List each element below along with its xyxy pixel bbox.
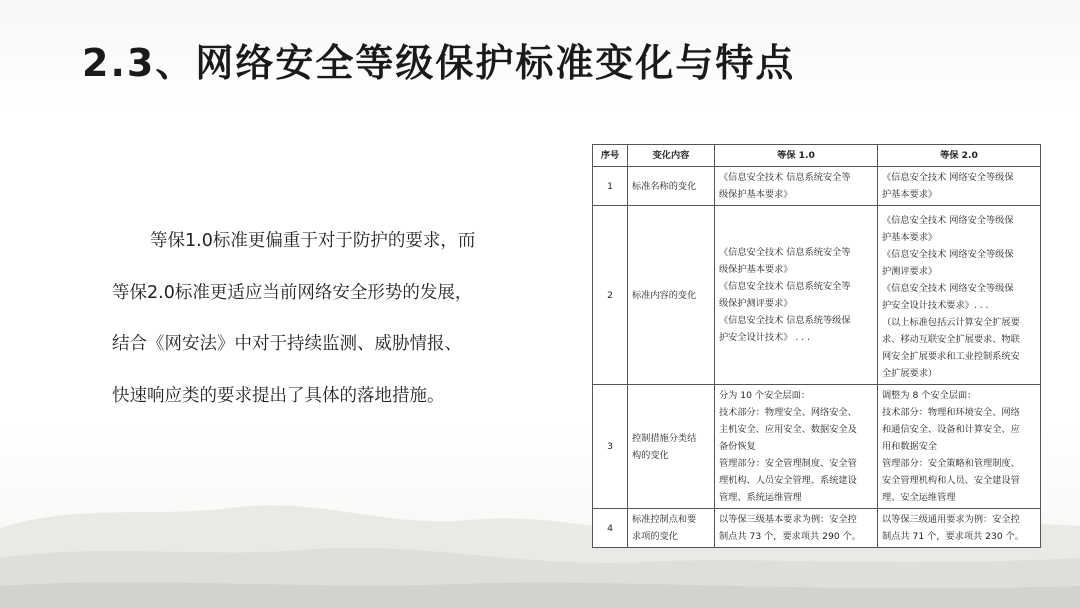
row-number: 2 — [593, 206, 628, 385]
paragraph-line: 等保2.0标准更适应当前网络安全形势的发展， — [112, 282, 473, 303]
cell-line: 《信息安全技术 信息系统安全等 — [719, 247, 851, 258]
cell-line: 理、安全运维管理 — [882, 492, 956, 503]
cell-line: 备份恢复 — [719, 441, 756, 452]
cell-line: 技术部分：物理安全、网络安全、 — [719, 407, 857, 418]
cell-line: 求、移动互联安全扩展要求、物联 — [882, 334, 1020, 345]
cell-line: 《信息安全技术 网络安全等级保 — [882, 249, 1014, 260]
table-row — [593, 167, 1041, 206]
cell-line: 护测评要求》 — [882, 266, 938, 277]
cell-line: 级保护基本要求》 — [719, 189, 793, 200]
table-row — [593, 385, 1041, 509]
cell-line: 和通信安全、设备和计算安全、应 — [882, 424, 1020, 435]
cell-line: 护基本要求》 — [882, 189, 938, 200]
cell-line: 分为 10 个安全层面： — [719, 390, 811, 401]
cell-line: 以等保三级基本要求为例：安全控 — [719, 514, 857, 525]
cell-line: 调整为 8 个安全层面： — [882, 390, 977, 401]
cell-line: 《信息安全技术 网络安全等级保 — [882, 215, 1014, 226]
row-change — [628, 206, 715, 385]
row-v2 — [878, 206, 1041, 385]
cell-line: 《信息安全技术 信息系统等级保 — [719, 315, 851, 326]
cell-line: 级保护基本要求》 — [719, 264, 793, 275]
summary-paragraph — [112, 216, 552, 422]
cell-line: 管理部分：安全策略和管理制度、 — [882, 458, 1020, 469]
comparison-table — [592, 144, 1041, 548]
table-header-row — [593, 145, 1041, 167]
paragraph-line: 等保1.0标准更偏重于对于防护的要求，而 — [150, 231, 476, 251]
cell-line: 构的变化 — [632, 449, 669, 461]
row-v1 — [715, 385, 878, 509]
row-number: 4 — [593, 509, 628, 548]
header-v2: 等保 2.0 — [878, 145, 1041, 167]
row-change — [628, 167, 715, 206]
cell-line: 以等保三级通用要求为例：安全控 — [882, 514, 1020, 525]
page-title: 2.3、网络安全等级保护标准变化与特点 — [82, 41, 796, 85]
cell-line: 网安全扩展要求和工业控制系统安 — [882, 351, 1020, 362]
cell-line: 护安全设计技术要求》. . . — [882, 300, 989, 311]
cell-line: 求项的变化 — [632, 531, 678, 542]
header-v1: 等保 1.0 — [715, 145, 878, 167]
cell-line: 标准内容的变化 — [632, 289, 697, 301]
cell-line: （以上标准包括云计算安全扩展要 — [882, 317, 1020, 328]
cell-line: 理机构、人员安全管理、系统建设 — [719, 475, 857, 486]
header-no: 序号 — [593, 145, 628, 167]
cell-line: 技术部分：物理和环境安全、网络 — [882, 407, 1020, 418]
cell-line: 护基本要求》 — [882, 232, 938, 243]
cell-line: 《信息安全技术 网络安全等级保 — [882, 172, 1014, 183]
cell-line: 管理部分：安全管理制度、安全管 — [719, 458, 857, 469]
row-number: 1 — [593, 167, 628, 206]
cell-line: 级保护测评要求》 — [719, 298, 793, 309]
paragraph-line: 快速响应类的要求提出了具体的落地措施。 — [112, 385, 445, 406]
row-v1 — [715, 509, 878, 548]
row-change — [628, 509, 715, 548]
cell-line: 制点共 71 个，要求项共 230 个。 — [882, 531, 1024, 542]
cell-line: 管理、系统运维管理 — [719, 492, 802, 503]
cell-line: 用和数据安全 — [882, 441, 938, 452]
row-v2 — [878, 509, 1041, 548]
cell-line: 标准控制点和要 — [632, 514, 697, 525]
row-change — [628, 385, 715, 509]
cell-line: 主机安全、应用安全、数据安全及 — [719, 424, 857, 435]
cell-line: 全扩展要求） — [882, 368, 938, 379]
table-row — [593, 206, 1041, 385]
cell-line: 《信息安全技术 信息系统安全等 — [719, 172, 851, 183]
header-change: 变化内容 — [628, 145, 715, 167]
row-v2 — [878, 385, 1041, 509]
cell-line: 安全管理机构和人员、安全建设管 — [882, 475, 1020, 486]
row-number: 3 — [593, 385, 628, 509]
cell-line: 制点共 73 个，要求项共 290 个。 — [719, 531, 861, 542]
cell-line: 护安全设计技术》 . . . — [719, 332, 811, 343]
row-v1 — [715, 167, 878, 206]
cell-line: 《信息安全技术 信息系统安全等 — [719, 281, 851, 292]
row-v2 — [878, 167, 1041, 206]
row-v1 — [715, 206, 878, 385]
table-row — [593, 509, 1041, 548]
comparison-table-container — [592, 144, 1040, 548]
paragraph-line: 结合《网安法》中对于持续监测、威胁情报、 — [112, 334, 462, 354]
cell-line: 《信息安全技术 网络安全等级保 — [882, 283, 1014, 294]
cell-line: 标准名称的变化 — [632, 180, 697, 192]
cell-line: 控制措施分类结 — [632, 432, 697, 444]
